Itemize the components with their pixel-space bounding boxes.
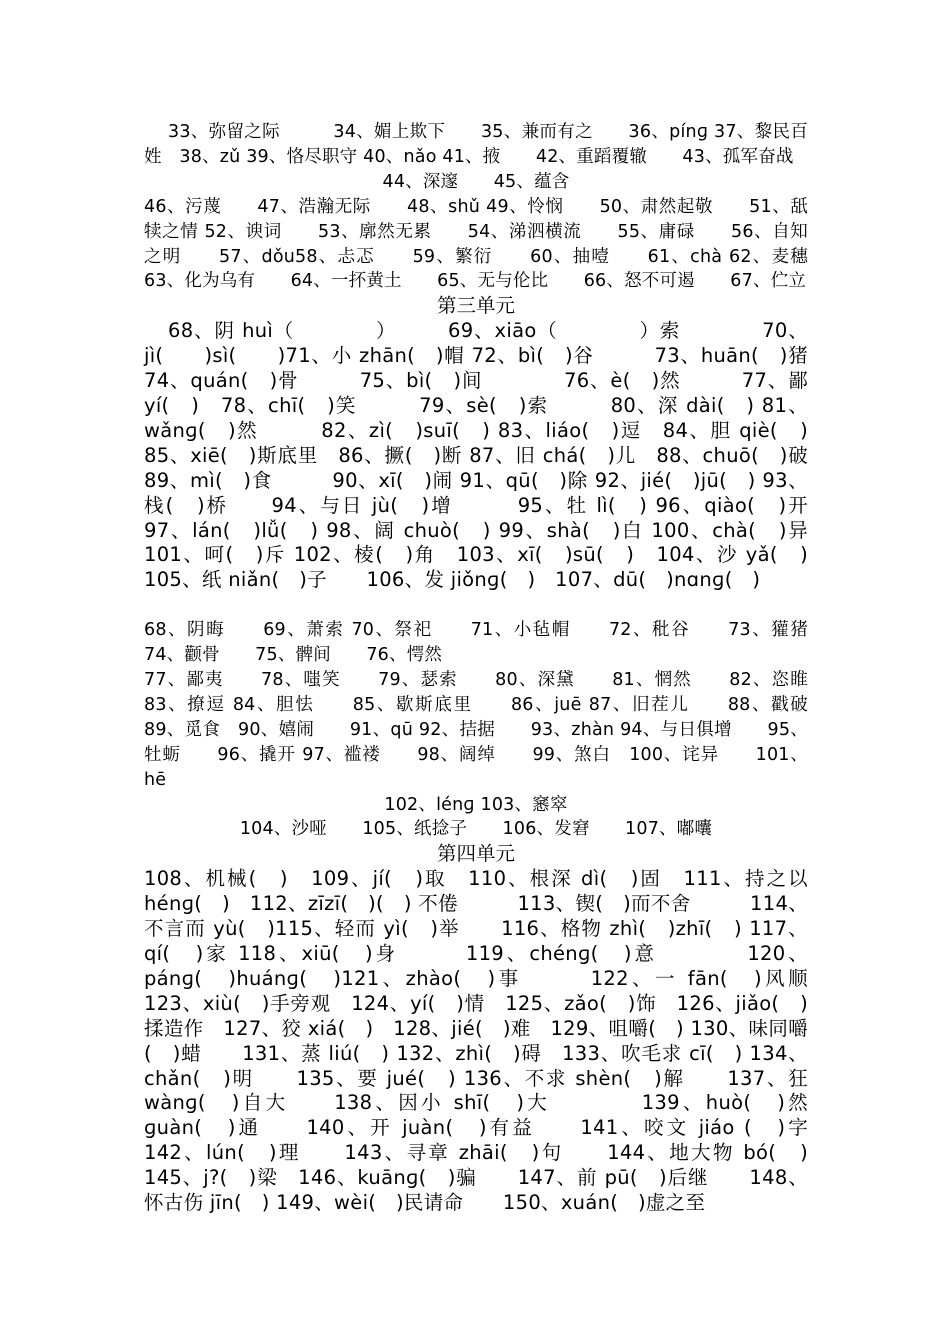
document-page <box>144 120 868 1216</box>
unit3-questions: 68、阴 huì（ ） 69、xiāo（ ）索 70、jì( )sì( )71、小 zhān( )帽 72、bì( )谷 73、huān( )猪 74、quán( )骨 75、bì( )间 76、è( )然 77、鄙 yí( ) 78、chī( )笑 79、sè( )索 80、深 dài( ) 81、wǎnɡ( )然 82、zì( )suī( ) 83、liáo( )逗 84、胆 qiè( ) 85、xiē( )斯底里 86、撅( )断 87、旧 chá( )儿 88、chuō( )破 89、mì( )食 90、xī( )闹 91、qū( )除 92、jié( )jū( ) 93、栈( )桥 94、与日 jù( )增 95、牡 lì( ) 96、qiào( )开 97、lán( )lǚ( ) 98、阔 chuò( ) 99、shà( )白 100、chà( )异 101、呵( )斥 102、棱( )角 103、xī( )sū( ) 104、沙 yǎ( ) 105、纸 niǎn( )子 106、发 jiǒnɡ( ) 107、dū( )nɑnɡ( ) <box>144 319 868 592</box>
unit3-answers-line1: 68、阴晦 69、萧索 70、祭祀 71、小毡帽 72、秕谷 73、獾猪 74、颧骨 75、髀间 76、愕然 <box>144 620 844 666</box>
unit3-answers-line2: 77、鄙夷 78、嗤笑 79、瑟索 80、深黛 81、惘然 82、恣睢 83、撩逗 84、胆怯 85、歇斯底里 86、juē 87、旧茬儿 88、戳破 89、觅食 90、嬉闹 91、qū 92、拮据 93、zhàn 94、与日俱增 95、牡蛎 96、撬开 97、褴褛 98、阔绰 99、煞白 100、诧异 101、hē <box>144 670 844 790</box>
spacer <box>144 593 808 618</box>
unit3-answers-line4: 104、沙哑 105、纸捻子 106、发窘 107、嘟囔 <box>239 819 713 840</box>
unit4-heading: 第四单元 <box>436 842 515 866</box>
unit4-questions: 108、机械( ) 109、jí( )取 110、根深 dì( )固 111、持之以 hénɡ( ) 112、zīzī( )( ) 不倦 113、锲( )而不舍 114、不言而 yù( )115、轻而 yì( )举 116、格物 zhì( )zhī( ) 117、qí( )家 118、xiū( )身 119、chénɡ( )意 120、pánɡ( )huánɡ( )121、zhào( )事 122、一 fān( )风顺 123、xiù( )手旁观 124、yí( )情 125、zǎo( )饰 126、jiǎo( )揉造作 127、狡 xiá( ) 128、jié( )难 129、咀嚼( ) 130、味同嚼( )蜡 131、蒸 liú( ) 132、zhì( )碍 133、吹毛求 cī( ) 134、chǎn( )明 135、要 jué( ) 136、不求 shèn( )解 137、狂 wànɡ( )自大 138、因小 shī( )大 139、huò( )然ɡuàn( )通 140、开 juàn( )有益 141、咬文 jiáo ( )字 142、lún( )理 143、寻章 zhāi( )句 144、地大物 bó( ) 145、j?( )梁 146、kuānɡ( )骗 147、前 pū( )后继 148、怀古伤 jīn( ) 149、wèi( )民请命 150、xuán( )虚之至 <box>144 867 868 1215</box>
unit3-heading: 第三单元 <box>436 294 515 318</box>
unit2-answers-line3: 46、污蔑 47、浩瀚无际 48、shǔ 49、怜悯 50、肃然起敬 51、舐犊之情 52、谀词 53、廓然无累 54、涕泗横流 55、庸碌 56、自知之明 57、dǒu58、忐忑 59、繁衍 60、抽噎 61、chà 62、麦穗 63、化为乌有 64、一抔黄土 65、无与伦比 66、怒不可遏 67、伫立 <box>144 196 844 292</box>
unit2-answers-line2: 44、深邃 45、蕴含 <box>382 171 570 192</box>
unit3-answers-line3: 102、lénɡ 103、窸窣 <box>384 794 568 815</box>
unit2-answers-line1: 33、弥留之际 34、媚上欺下 35、兼而有之 36、pínɡ 37、黎民百姓 38、zǔ 39、恪尽职守 40、nǎo 41、掖 42、重蹈覆辙 43、孤军奋战 <box>144 122 808 167</box>
